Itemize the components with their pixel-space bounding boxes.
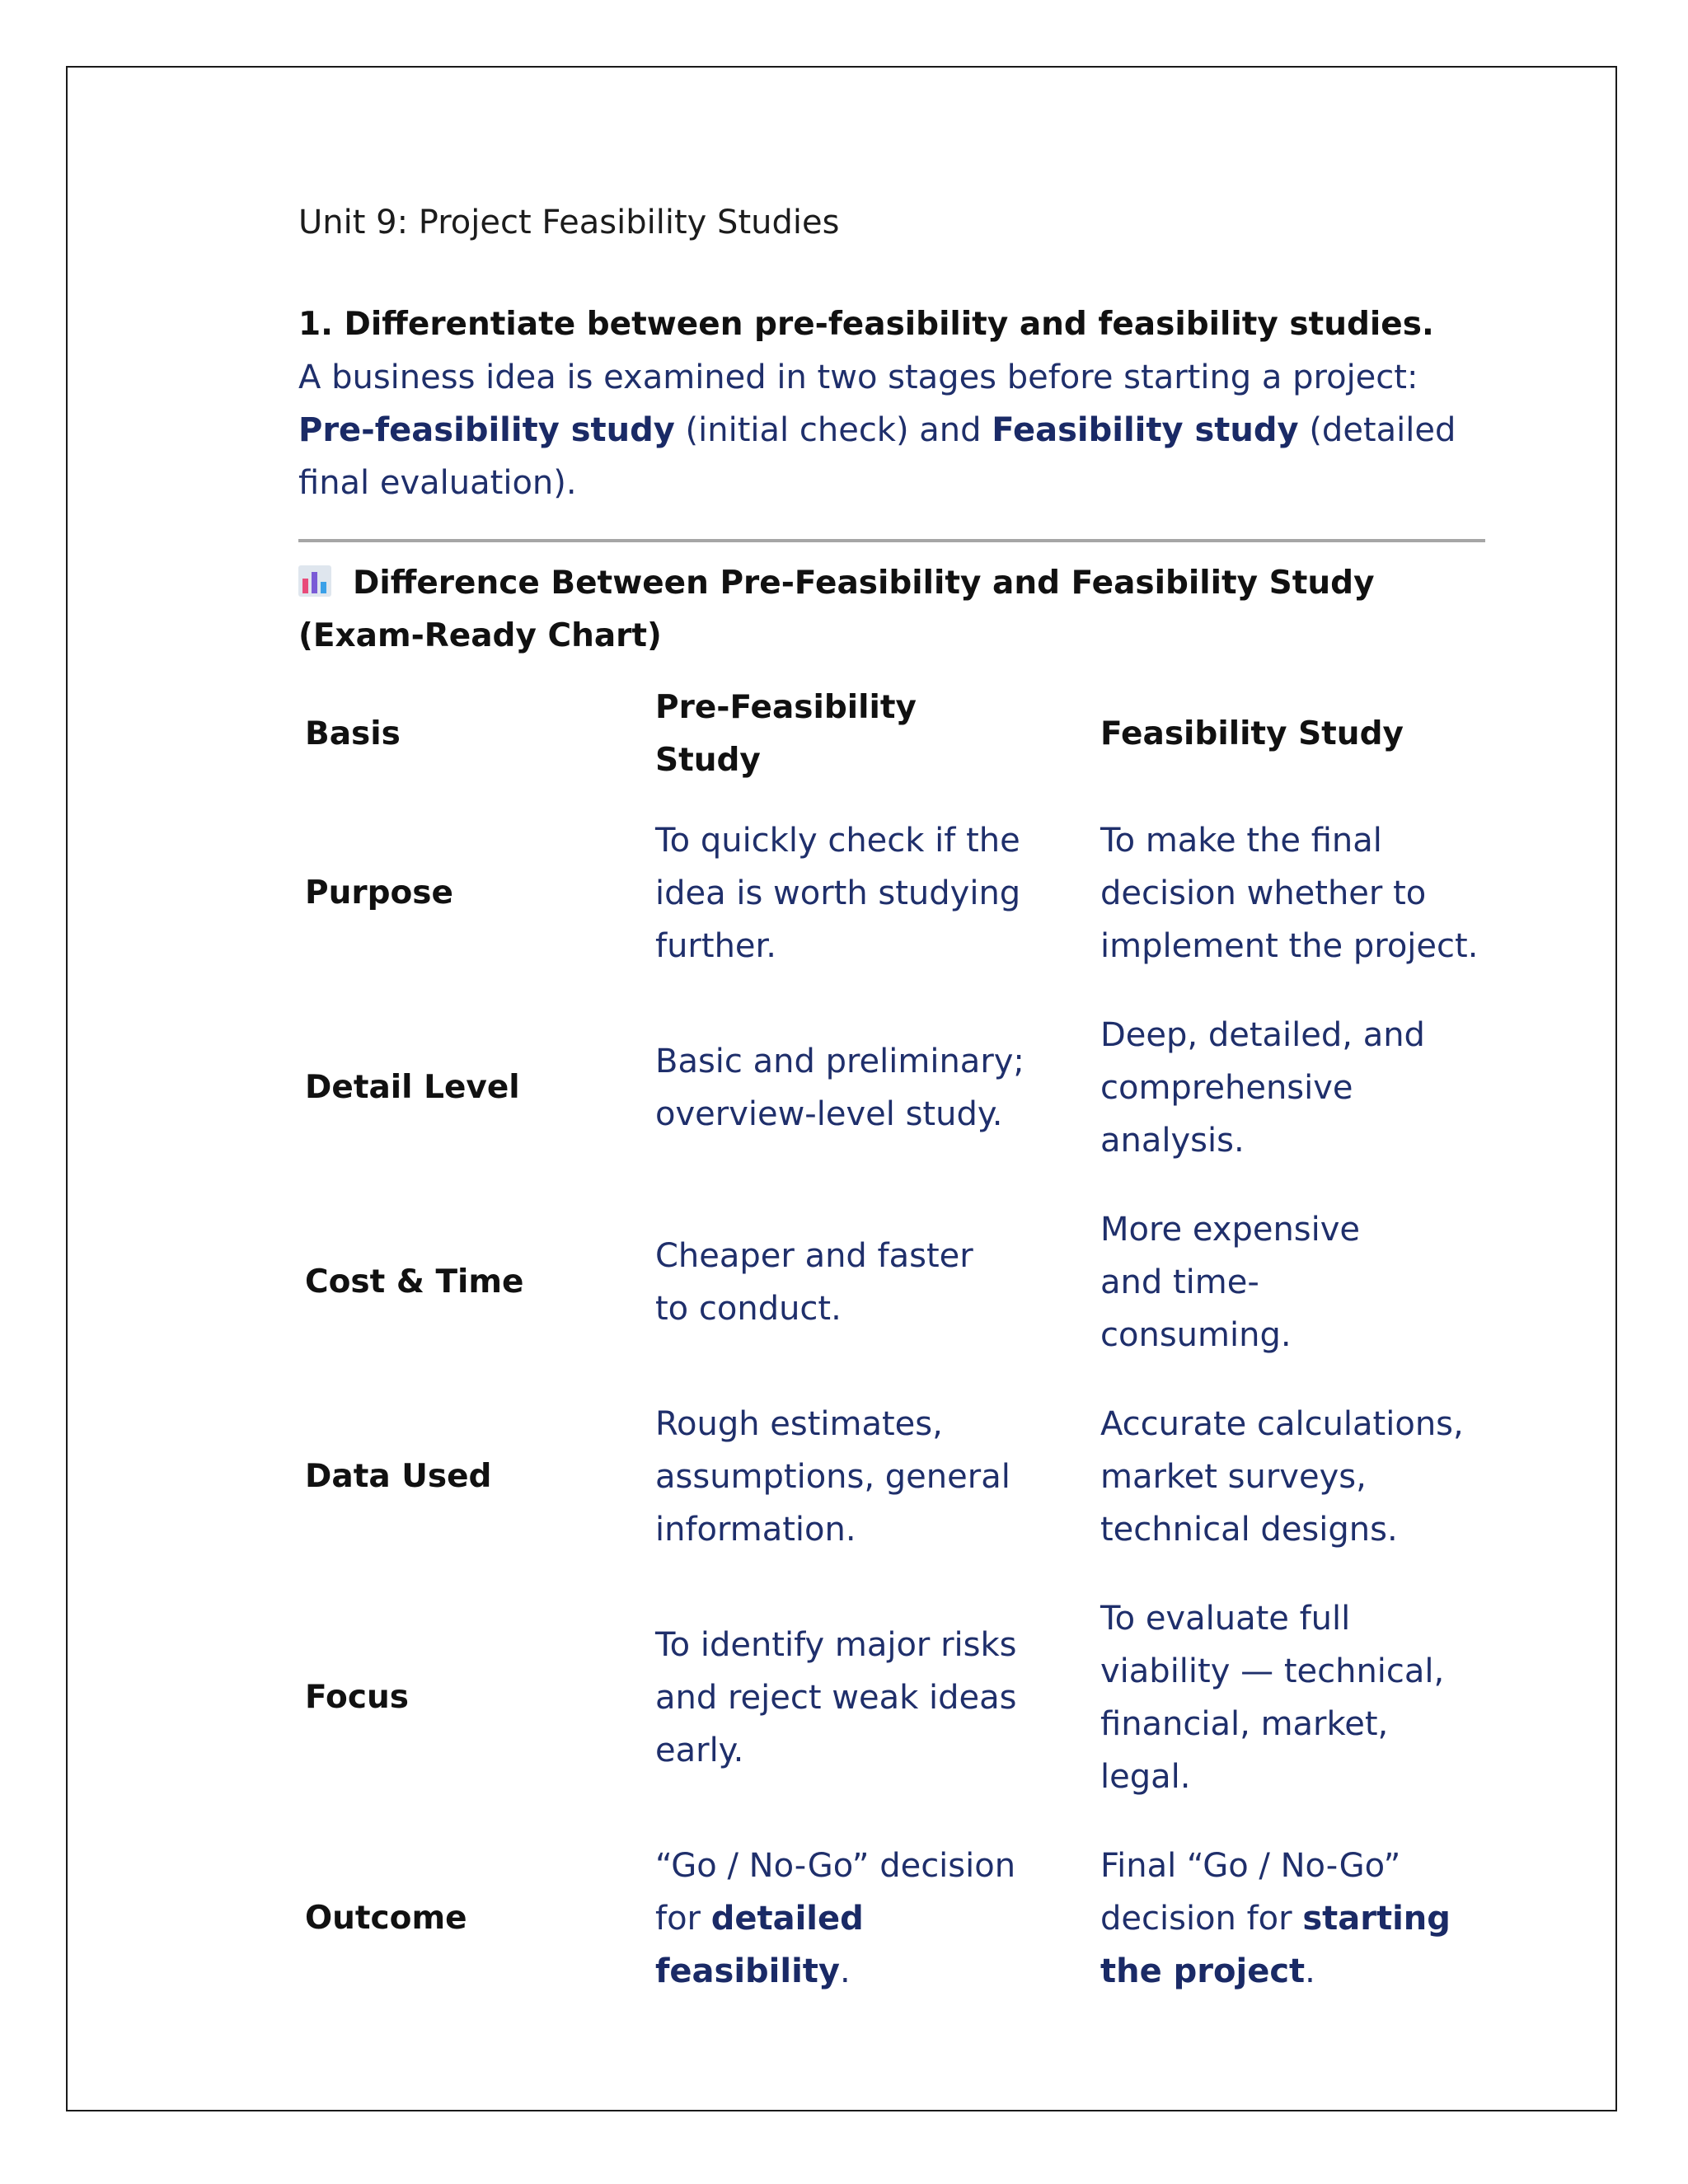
header-feasibility: Feasibility Study <box>1100 715 1404 752</box>
intro-term-feasibility: Feasibility study <box>992 411 1299 449</box>
row-pre-feasibility <box>649 1821 1094 2016</box>
row-pre-feasibility: Basic and preliminary; overview-level study. <box>655 1043 1025 1133</box>
comparison-table <box>298 673 1485 2016</box>
intro-term-prefeasibility: Pre-feasibility study <box>298 411 675 449</box>
unit-title: Unit 9: Project Feasibility Studies <box>298 204 840 241</box>
row-basis: Detail Level <box>305 1069 520 1106</box>
horizontal-rule <box>298 539 1485 542</box>
row-feasibility: To make the final decision whether to implement the project. <box>1100 822 1479 965</box>
row-basis: Focus <box>305 1679 409 1716</box>
intro-text: (initial check) and <box>674 411 992 449</box>
outcome-pre-end: . <box>840 1952 851 1990</box>
row-feasibility <box>1094 1821 1485 2016</box>
row-pre-feasibility: Rough estimates, assumptions, general information. <box>655 1405 1010 1549</box>
header-pre-feasibility: Pre-Feasibility Study <box>655 689 917 779</box>
bar-chart-icon <box>298 565 331 597</box>
table-row <box>298 991 1485 1185</box>
row-pre-feasibility: To quickly check if the idea is worth studying further. <box>655 822 1021 965</box>
row-pre-feasibility: Cheaper and faster to conduct. <box>655 1237 973 1328</box>
intro-text-end: (detailed final evaluation). <box>298 411 1456 502</box>
row-feasibility: To evaluate full viability — technical, financial, market, legal. <box>1100 1600 1445 1796</box>
outcome-feas-bold: starting the project <box>1100 1900 1451 1990</box>
outcome-feas-text: Final “Go / No-Go” decision for <box>1100 1847 1401 1938</box>
row-feasibility: Accurate calculations, market surveys, technical designs. <box>1100 1405 1464 1549</box>
table-header-row <box>298 673 1485 796</box>
row-basis: Cost & Time <box>305 1263 524 1301</box>
header-basis: Basis <box>305 715 401 752</box>
question-heading: 1. Differentiate between pre-feasibility and feasibility studies. <box>298 306 1434 343</box>
outcome-pre-bold: detailed feasibility <box>655 1900 864 1990</box>
table-row <box>298 1821 1485 2016</box>
row-basis: Purpose <box>305 874 453 912</box>
row-basis: Outcome <box>305 1900 467 1937</box>
row-feasibility: Deep, detailed, and comprehensive analysis. <box>1100 1016 1425 1160</box>
row-pre-feasibility: To identify major risks and reject weak ideas early. <box>655 1626 1017 1769</box>
table-row <box>298 1380 1485 1574</box>
document-content <box>298 198 1485 2016</box>
table-row <box>298 796 1485 991</box>
outcome-feas-end: . <box>1305 1952 1315 1990</box>
chart-heading-text: Difference Between Pre-Feasibility and Feasibility Study (Exam-Ready Chart) <box>298 565 1375 654</box>
outcome-pre-text: “Go / No-Go” decision for <box>655 1847 1016 1938</box>
table-row <box>298 1574 1485 1821</box>
row-basis: Data Used <box>305 1458 492 1495</box>
row-feasibility: More expensive and time-consuming. <box>1100 1211 1361 1354</box>
chart-heading <box>298 557 1485 663</box>
intro-paragraph <box>298 351 1485 509</box>
table-row <box>298 1185 1485 1380</box>
intro-line: A business idea is examined in two stages before starting a project: <box>298 359 1418 396</box>
